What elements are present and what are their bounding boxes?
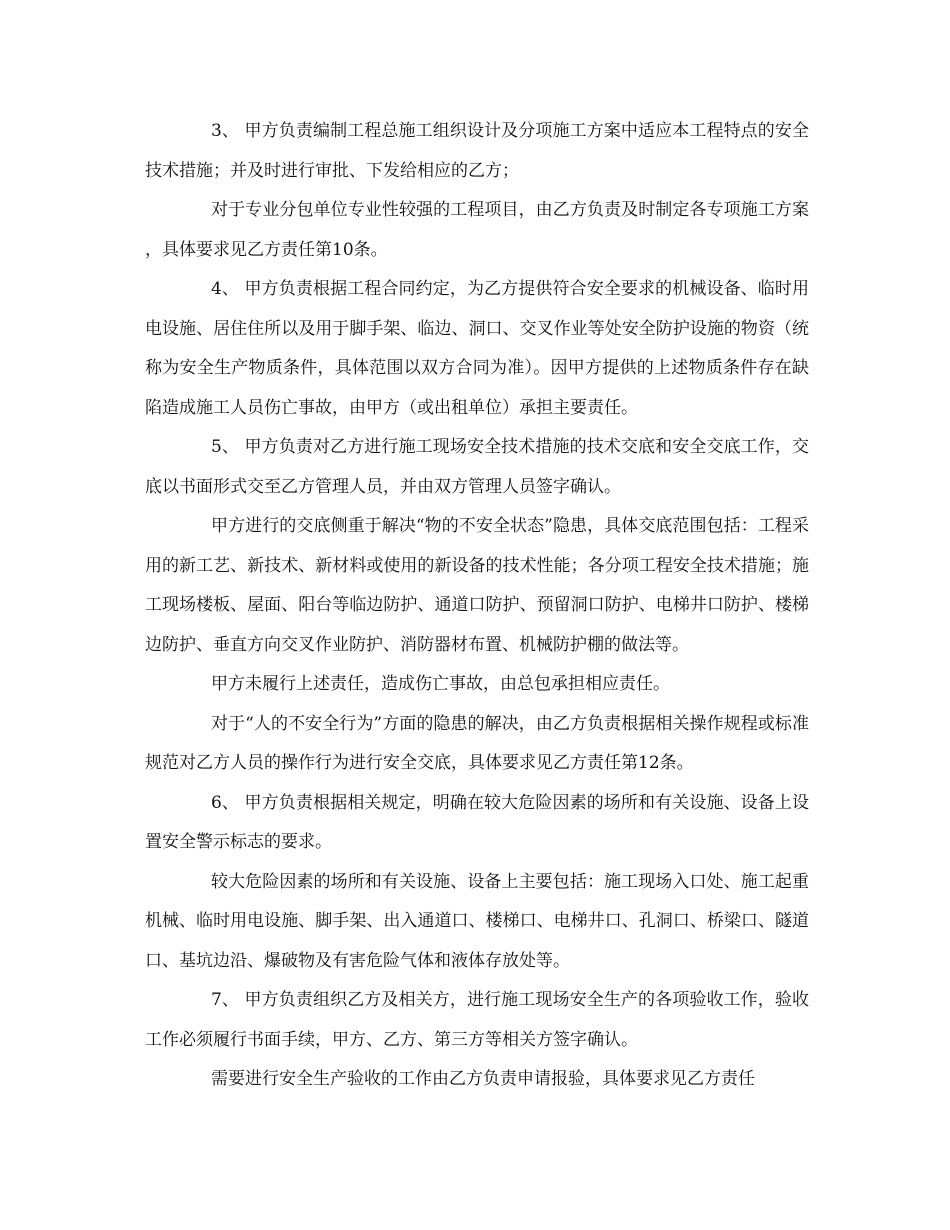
paragraph-clause-7: 7、 甲方负责组织乙方及相关方，进行施工现场安全生产的各项验收工作，验收工作必须履行书面手续，甲方、乙方、第三方等相关方签字确认。 (145, 990, 809, 1050)
paragraph-briefing-scope: 甲方进行的交底侧重于解决“物的不安全状态”隐患，具体交底范围包括：工程采用的新工艺、新技术、新材料或使用的新设备的技术性能；各分项工程安全技术措施；施工现场楼板、屋面、阳台等临边防护、通道口防护、预留洞口防护、电梯井口防护、楼梯边防护、垂直方向交叉作业防护、消防器材布置、机械防护棚的做法等。 (145, 516, 809, 655)
paragraph-clause-4: 4、 甲方负责根据工程合同约定，为乙方提供符合安全要求的机械设备、临时用电设施、居住住所以及用于脚手架、临边、洞口、交叉作业等处安全防护设施的物资（统称为安全生产物质条件，具体范围以双方合同为准）。因甲方提供的上述物质条件存在缺陷造成施工人员伤亡事故，由甲方（或出租单位）承担主要责任。 (145, 279, 809, 418)
paragraph-clause-5: 5、 甲方负责对乙方进行施工现场安全技术措施的技术交底和安全交底工作，交底以书面形式交至乙方管理人员，并由双方管理人员签字确认。 (145, 437, 809, 497)
paragraph-hazard-locations: 较大危险因素的场所和有关设施、设备上主要包括：施工现场入口处、施工起重机械、临时用电设施、脚手架、出入通道口、楼梯口、电梯井口、孔洞口、桥梁口、隧道口、基坑边沿、爆破物及有害危险气体和液体存放处等。 (145, 871, 809, 971)
paragraph-subcontractor-plan: 对于专业分包单位专业性较强的工程项目，由乙方负责及时制定各专项施工方案，具体要求见乙方责任第10条。 (145, 200, 809, 260)
paragraph-acceptance-request: 需要进行安全生产验收的工作由乙方负责申请报验，具体要求见乙方责任 (211, 1069, 755, 1089)
paragraph-liability: 甲方未履行上述责任，造成伤亡事故，由总包承担相应责任。 (211, 674, 670, 694)
document-body (145, 112, 809, 1100)
paragraph-clause-3: 3、 甲方负责编制工程总施工组织设计及分项施工方案中适应本工程特点的安全技术措施；并及时进行审批、下发给相应的乙方； (145, 121, 809, 181)
paragraph-clause-6: 6、 甲方负责根据相关规定，明确在较大危险因素的场所和有关设施、设备上设置安全警示标志的要求。 (145, 792, 809, 852)
paragraph-unsafe-behavior: 对于“人的不安全行为”方面的隐患的解决，由乙方负责根据相关操作规程或标准规范对乙方人员的操作行为进行安全交底，具体要求见乙方责任第12条。 (145, 713, 809, 773)
